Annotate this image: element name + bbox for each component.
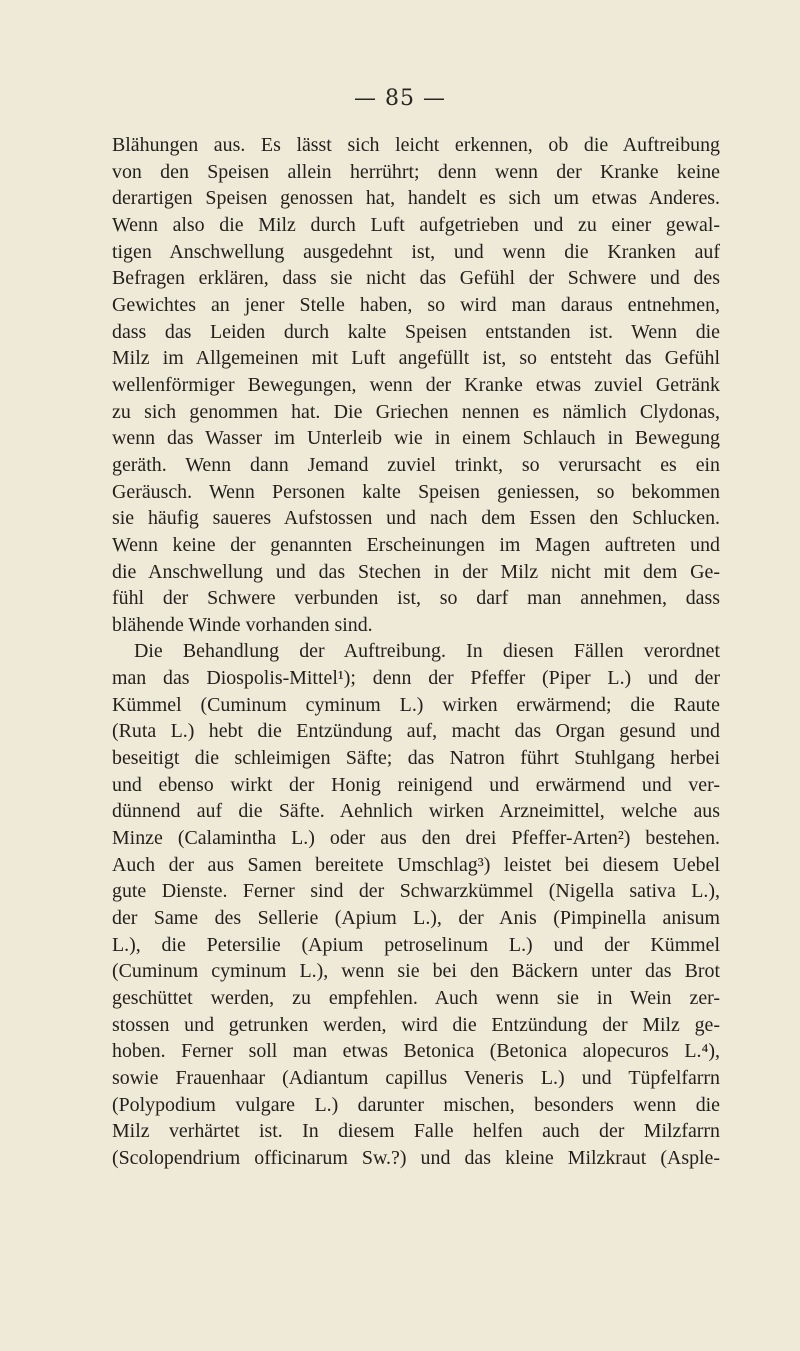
text-line: Kümmel (Cuminum cyminum L.) wirken erwärmend; die Raute (112, 693, 720, 716)
text-line: Wenn keine der genannten Erscheinungen im Magen auftreten und (112, 533, 720, 556)
text-line: Gewichtes an jener Stelle haben, so wird man daraus entnehmen, (112, 293, 720, 316)
text-line: der Same des Sellerie (Apium L.), der Anis (Pimpinella anisum (112, 907, 720, 930)
text-line: wenn das Wasser im Unterleib wie in einem Schlauch in Bewegung (112, 427, 720, 450)
text-line: tigen Anschwellung ausgedehnt ist, und wenn die Kranken auf (112, 240, 720, 263)
text-line: Milz verhärtet ist. In diesem Falle helfen auch der Milzfarrn (112, 1120, 720, 1143)
text-line: wellenförmiger Bewegungen, wenn der Kranke etwas zuviel Getränk (112, 373, 720, 396)
text-line: blähende Winde vorhanden sind. (112, 613, 373, 636)
text-line: (Scolopendrium officinarum Sw.?) und das kleine Milzkraut (Asple- (112, 1146, 720, 1169)
text-line: und ebenso wirkt der Honig reinigend und erwärmend und ver- (112, 773, 720, 796)
text-line: Milz im Allgemeinen mit Luft angefüllt ist, so entsteht das Gefühl (112, 347, 720, 370)
text-line: Minze (Calamintha L.) oder aus den drei Pfeffer-Arten²) bestehen. (112, 827, 720, 850)
text-line: dass das Leiden durch kalte Speisen entstanden ist. Wenn die (112, 320, 720, 343)
text-line: hoben. Ferner soll man etwas Betonica (Betonica alopecuros L.⁴), (112, 1040, 720, 1063)
text-line: beseitigt die schleimigen Säfte; das Natron führt Stuhlgang herbei (112, 747, 720, 770)
text-line: Befragen erklären, dass sie nicht das Gefühl der Schwere und des (112, 267, 720, 290)
text-line: Geräusch. Wenn Personen kalte Speisen geniessen, so bekommen (112, 480, 720, 503)
text-line: zu sich genommen hat. Die Griechen nennen es nämlich Clydonas, (112, 400, 720, 423)
text-line: (Ruta L.) hebt die Entzündung auf, macht das Organ gesund und (112, 720, 720, 743)
text-line: sie häufig saueres Aufstossen und nach dem Essen den Schlucken. (112, 507, 720, 530)
text-line: (Polypodium vulgare L.) darunter mischen, besonders wenn die (112, 1093, 720, 1116)
text-line: man das Diospolis-Mittel¹); denn der Pfeffer (Piper L.) und der (112, 667, 720, 690)
text-line: Auch der aus Samen bereitete Umschlag³) leistet bei diesem Uebel (112, 853, 720, 876)
page-number: — 85 — (354, 86, 446, 111)
text-line: geschüttet werden, zu empfehlen. Auch wenn sie in Wein zer- (112, 987, 720, 1009)
text-line: fühl der Schwere verbunden ist, so darf man annehmen, dass (112, 587, 720, 610)
text-line: gute Dienste. Ferner sind der Schwarzkümmel (Nigella sativa L.), (112, 880, 720, 903)
text-line: die Anschwellung und das Stechen in der Milz nicht mit dem Ge- (112, 560, 720, 583)
text-line: Die Behandlung der Auftreibung. In diesen Fällen verordnet (134, 640, 720, 663)
body-text (112, 132, 720, 1172)
text-line: Blähungen aus. Es lässt sich leicht erkennen, ob die Auftreibung (112, 134, 720, 156)
text-line: von den Speisen allein herrührt; denn wenn der Kranke keine (112, 160, 720, 183)
text-line: sowie Frauenhaar (Adiantum capillus Veneris L.) und Tüpfelfarrn (112, 1066, 720, 1089)
text-line: geräth. Wenn dann Jemand zuviel trinkt, so verursacht es ein (112, 453, 720, 476)
text-line: L.), die Petersilie (Apium petroselinum L.) und der Kümmel (112, 933, 720, 956)
text-line: Wenn also die Milz durch Luft aufgetrieben und zu einer gewal- (112, 213, 720, 236)
text-line: (Cuminum cyminum L.), wenn sie bei den Bäckern unter das Brot (112, 960, 720, 983)
text-line: derartigen Speisen genossen hat, handelt es sich um etwas Anderes. (112, 187, 720, 210)
text-line: stossen und getrunken werden, wird die Entzündung der Milz ge- (112, 1013, 720, 1036)
text-line: dünnend auf die Säfte. Aehnlich wirken Arzneimittel, welche aus (112, 800, 720, 823)
